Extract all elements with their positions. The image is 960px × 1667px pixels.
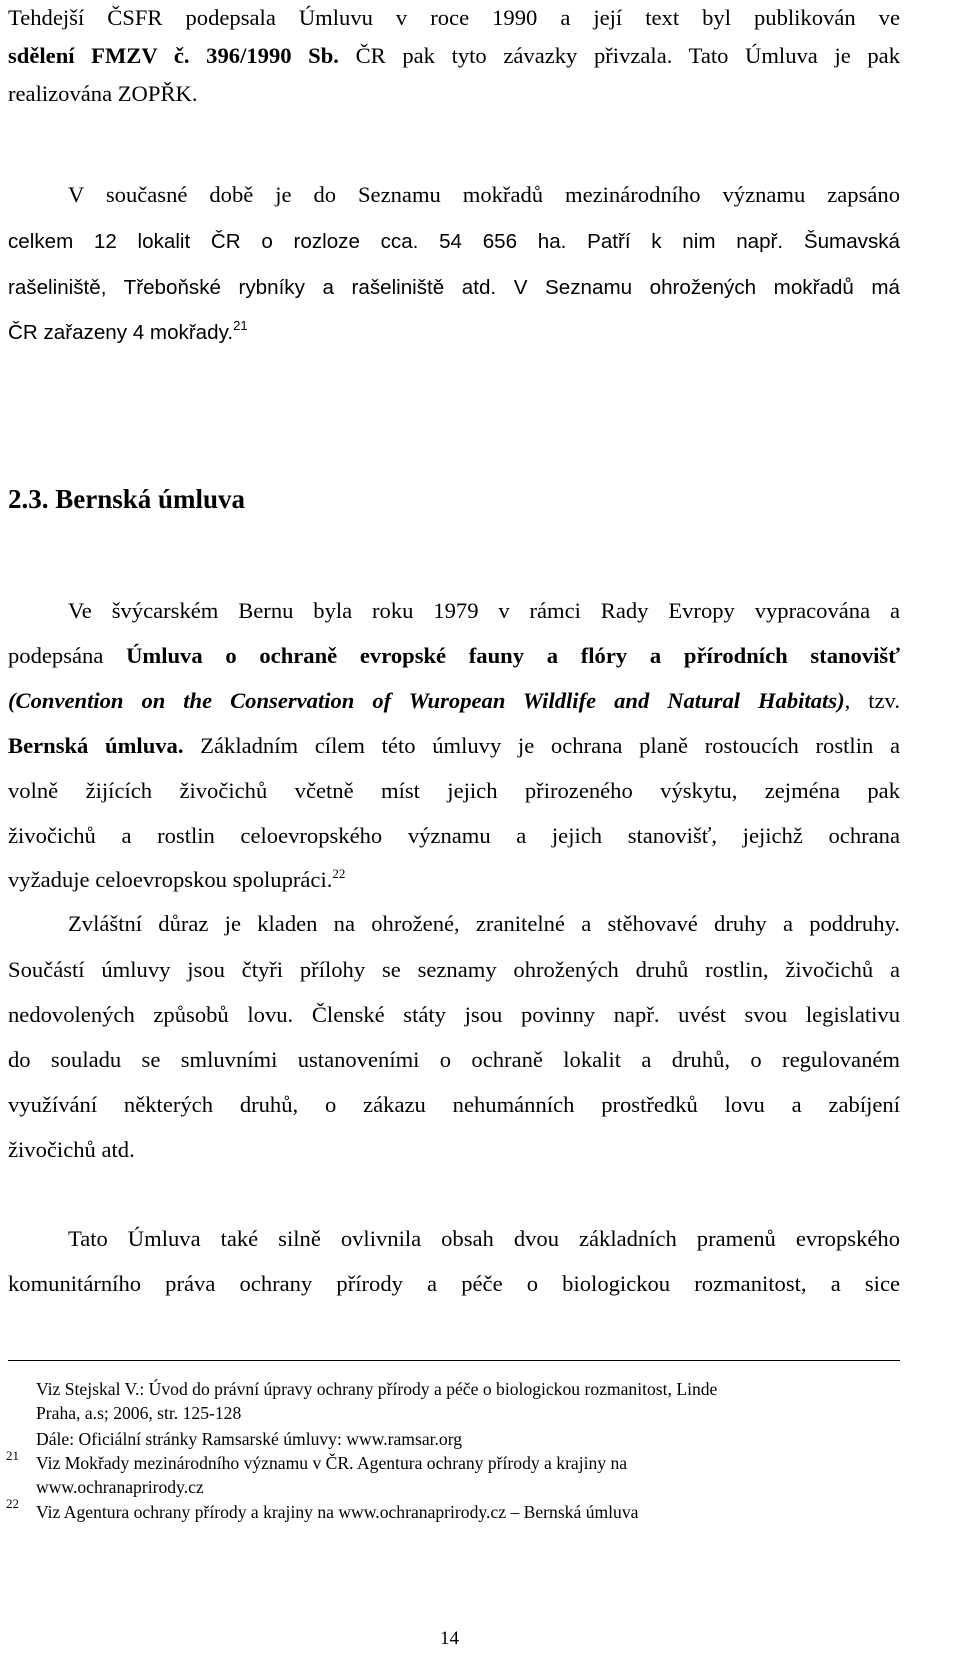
bold-term: Bernská úmluva. [8, 733, 184, 758]
paragraph-line [8, 1000, 900, 1030]
paragraph-line [68, 909, 900, 939]
text: rašeliniště, Třeboňské rybníky a rašeliniště atd. V Seznamu ohrožených mokřadů má [8, 276, 900, 299]
text: , tzv. [844, 688, 900, 713]
section-heading: 2.3. Bernská úmluva [8, 484, 246, 514]
footnote-line: Viz Stejskal V.: Úvod do právní úpravy ochrany přírody a péče o biologickou rozmanitost, Linde [36, 1379, 718, 1399]
footnote-number: 21 [6, 1448, 19, 1463]
paragraph-line [8, 1090, 900, 1120]
paragraph-line [8, 686, 900, 716]
paragraph-line [8, 318, 900, 348]
bold-title: Úmluva o ochraně evropské fauny a flóry a přírodních stanovišť [126, 643, 900, 668]
footnote-line: Viz Agentura ochrany přírody a krajiny na www.ochranaprirody.cz – Bernská úmluva [36, 1502, 639, 1522]
text: využívání některých druhů, o zákazu nehumánních prostředků lovu a zabíjení [8, 1092, 900, 1117]
paragraph-line [68, 180, 900, 210]
paragraph-line [8, 1135, 900, 1165]
text: Tato Úmluva také silně ovlivnila obsah dvou základních pramenů evropského [68, 1226, 900, 1251]
text: komunitárního práva ochrany přírody a péče o biologickou rozmanitost, a sice [8, 1271, 900, 1296]
paragraph-line [8, 731, 900, 761]
text: celkem 12 lokalit ČR o rozloze cca. 54 656 ha. Patří k nim např. Šumavská [8, 230, 900, 253]
footnote-separator [8, 1360, 900, 1361]
footnote-reference: 22 [332, 866, 346, 881]
text: V současné době je do Seznamu mokřadů mezinárodního významu zapsáno [68, 182, 900, 207]
footnote-reference: 21 [233, 318, 248, 333]
text: do souladu se smluvními ustanoveními o ochraně lokalit a druhů, o regulovaném [8, 1047, 900, 1072]
paragraph-line [68, 1224, 900, 1254]
text: živočichů a rostlin celoevropského významu a jejich stanovišť, jejichž ochrana [8, 823, 900, 848]
text: Zvláštní důraz je kladen na ohrožené, zranitelné a stěhovavé druhy a poddruhy. [68, 911, 900, 936]
text: živočichů atd. [8, 1137, 135, 1162]
paragraph-line [8, 227, 900, 257]
footnote-line: Viz Mokřady mezinárodního významu v ČR. Agentura ochrany přírody a krajiny na [36, 1453, 628, 1473]
paragraph-line [8, 955, 900, 985]
paragraph-line [8, 821, 900, 851]
footnote-line: Praha, a.s; 2006, str. 125-128 [36, 1403, 242, 1423]
text: podepsána [8, 643, 127, 668]
text: vyžaduje celoevropskou spolupráci. [8, 867, 333, 892]
footnote-link[interactable]: www.ochranaprirody.cz [36, 1477, 204, 1497]
paragraph-line [8, 1045, 900, 1075]
paragraph-line [8, 79, 900, 109]
text: Součástí úmluvy jsou čtyři přílohy se seznamy ohrožených druhů rostlin, živočichů a [8, 957, 900, 982]
paragraph-line [8, 776, 900, 806]
paragraph-line [8, 273, 900, 303]
bold-citation: sdělení FMZV č. 396/1990 Sb. [8, 43, 339, 68]
paragraph-line [8, 3, 900, 33]
page-number: 14 [440, 1628, 459, 1649]
paragraph-line [8, 641, 900, 671]
bold-italic-title: (Convention on the Conservation of Wuropean Wildlife and Natural Habitats) [8, 688, 845, 713]
paragraph-line [8, 865, 900, 895]
paragraph-line [8, 1269, 900, 1299]
text: nedovolených způsobů lovu. Členské státy jsou povinny např. uvést svou legislativu [8, 1002, 900, 1027]
text: realizována ZOPŘK. [8, 81, 198, 106]
paragraph-line [68, 596, 900, 626]
text: Ve švýcarském Bernu byla roku 1979 v rámci Rady Evropy vypracována a [68, 598, 900, 623]
text: ČR zařazeny 4 mokřady. [8, 321, 234, 344]
paragraph-line [8, 41, 900, 71]
text: ČR pak tyto závazky přivzala. Tato Úmluva je pak [338, 43, 901, 68]
footnote-number: 22 [6, 1496, 19, 1511]
text: Základním cílem této úmluvy je ochrana planě rostoucích rostlin a [183, 733, 900, 758]
text: volně žijících živočichů včetně míst jejich přirozeného výskytu, zejména pak [8, 778, 900, 803]
text: Tehdejší ČSFR podepsala Úmluvu v roce 1990 a její text byl publikován ve [8, 5, 900, 30]
footnote-line: Dále: Oficiální stránky Ramsarské úmluvy: www.ramsar.org [36, 1429, 463, 1449]
